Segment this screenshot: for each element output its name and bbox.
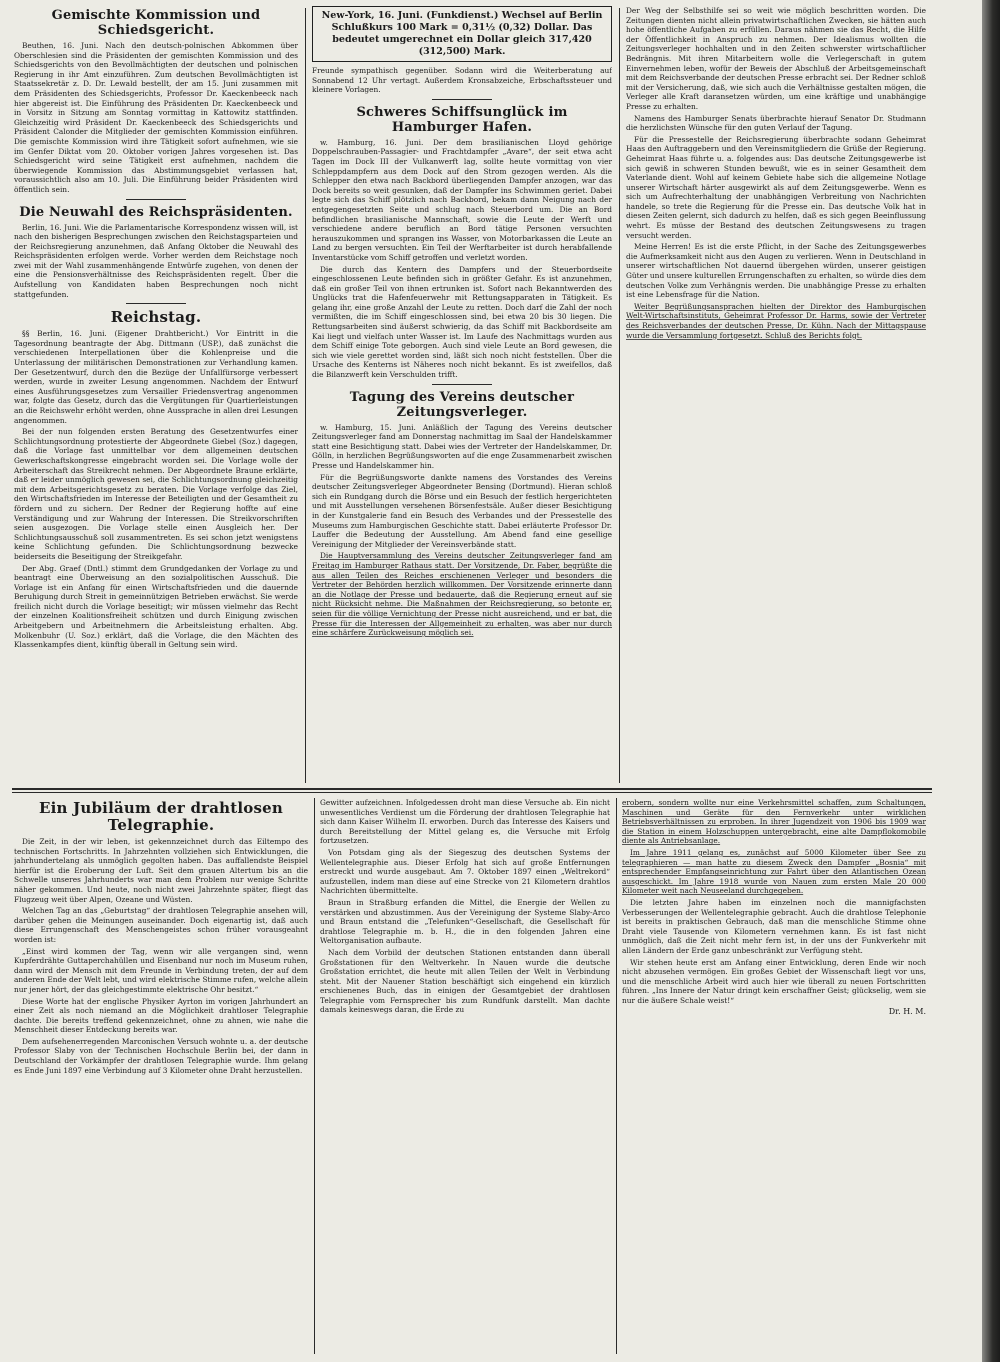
article-verleger-cont-3: Für die Pressestelle der Reichsregierung überbrachte sodann Geheimrat Haas den Auftraggebern und den Vereinsmitgliedern die Grüße der Regierung. Geheimrat Haas führte u. a. folgendes aus: Das deutsche Zeitungsgewerbe ist sich gewiß in schweren Stunden bewußt, wie es in seiner Gesamtheit dem Vaterlande dient. Wohl auf keinem Gebiete habe sich die allgemeine Notlage unserer Wirtschaft härter ausgewirkt als auf dem Zeitungsgewerbe. Wenn es sich um Aufrechterhaltung der unabhängigen Verbreitung von Nachrichten handele, so trete die Regierung für die Presse ein. Das deutsche Volk hat in diesen Zeiten gelernt, sich dadurch zu helfen, daß es sich gegen Beeinflussung wehrt. Es müsse der Bestand des deutschen Zeitungswesens zu tragen versucht werden. [626,134,926,240]
headline-schiffsunglueck: Schweres Schiffsunglück im Hamburger Hafen. [356,104,568,135]
headline-kommission: Gemischte Kommission und Schiedsgericht. [51,8,261,38]
feature-paragraph: „Einst wird kommen der Tag, wenn wir alle vergangen sind, wenn Kupferdrähte Guttaperchahüllen und Eisenband nur noch im Museum ruhen, dann wird der Mensch mit dem Freunde in Verbindung treten, der auf dem anderen Ende der Welt lebt, und wird elektrische Stimme rufen, welche allein nur jener hört, der das gleichgestimmte elektrische Ohr besitzt.“ [14,946,308,994]
exchange-rate-text: New-York, 16. Juni. (Funkdienst.) Wechsel auf Berlin Schlußkurs 100 Mark = 0,31½ (0,32) Dollar. Das bedeutet umgerechnet ein Dollar gleich 317,420 (312,500) Mark. [321,10,603,57]
article-reichspraesident: Berlin, 16. Juni. Wie die Parlamentarische Korrespondenz wissen will, ist nach den bisherigen Besprechungen zwischen den Reichstagsparteien und der Reichsregierung anzunehmen, daß Anfang Oktober die Neuwahl des Reichspräsidenten erfolgen werde. Vorher werden dem Reichstage noch zwei mit der Wahl zusammenhängende Entwürfe zugehen, von denen der eine die Pensionsverhältnisse des Reichspräsidenten regelt. Über die Aufstellung von Kandidaten haben Besprechungen noch nicht stattgefunden. [14,222,298,299]
column-rule [314,798,315,1354]
article-kommission: Beuthen, 16. Juni. Nach den deutsch-polnischen Abkommen über Oberschlesien sind die Präsidenten der gemischten Kommission und des Schiedsgerichts von den Bevollmächtigten der deutschen und polnischen Regierung in ihr Amt einzuführen. Zum deutschen Bevollmächtigten ist Staatssekretär z. D. Dr. Lewald bestellt, der am 15. Juni zusammen mit dem Präsidenten des Schiedsgerichts, Professor Dr. Kaeckenbeeck nach hier abgereist ist. Die Einführung des Präsidenten Dr. Kaeckenbeeck und in Vorsitz in Sitzung am Sonntag vormittag in Kattowitz stattfinden. Gleichzeitig wird Präsident Dr. Kaeckenbeeck des Schiedsgerichts und Präsident Calonder die Mitglieder der gemischten Kommission einführen. Die gemischte Kommission wird ihre Tätigkeit sofort aufnehmen, wie sie im Genfer Diktat vom 20. Oktober vorigen Jahres vorgesehen ist. Das Schiedsgericht wird seine Tätigkeit erst aufnehmen, nachdem die überwiegende Kommission das Abstimmungsgebiet verlassen hat, voraussichtlich also am 10. Juli. Die Einführung beider Präsidenten wird öffentlich sein. [14,41,298,194]
feature-paragraph: Von Potsdam ging als der Siegeszug des deutschen Systems der Wellentelegraphie aus. Dieser Erfolg hat sich auf große Entfernungen erstreckt und wurde ausgebaut. Am 7. Oktober 1897 einen „Weltrekord“ aufzustellen, indem man diese auf eine Strecke von 21 Kilometern drahtlos Nachrichten übermittelte. [320,847,610,896]
article-schiffsunglueck-1: w. Hamburg, 16. Juni. Der dem brasilianischen Lloyd gehörige Doppelschrauben-Passagier- und Frachtdampfer „Avare“, der seit etwa acht Tagen im Dock III der Vulkanwerft lag, sollte heute vormittag von vier Schleppdampfern aus dem Dock auf den Strom gezogen werden. Als die Schlepper den etwa nach Backbord überliegenden Dampfer anzogen, war das Dock bereits so weit gesunken, daß der Dampfer ins Schwimmen geriet. Dabei legte sich das Schiff plötzlich nach Backbord, bekam dann Neigung nach der entgegengesetzten Seite und schlug nach Steuerbord um. Die an Bord befindlichen brasilianische Mannschaft, sowie die Leute der Werft und verschiedene andere beruflich an Bord tätige Personen versuchten herauszukommen und sprangen ins Wasser, von Motorbarkassen die Leute an Land zu bergen versuchten. Ein Teil der Werftarbeiter ist durch herabfallende Inventarstücke vom Schiff getroffen und verletzt worden. [312,137,612,262]
feature-paragraph: Dem aufsehenerregenden Marconischen Versuch wohnte u. a. der deutsche Professor Slaby von der Technischen Hochschule Berlin bei, der dann in Deutschland der Vorkämpfer der drahtlosen Telegraphie wurde. Ihm gelang es Ende Juni 1897 eine Verbindung auf 3 Kilometer ohne Draht herzustellen. [14,1036,308,1075]
article-reichstag-3: Der Abg. Graef (Dntl.) stimmt dem Grundgedanken der Vorlage zu und beantragt eine Überweisung an den sozialpolitischen Ausschuß. Die Vorlage ist ein Anfang für einen Wirtschaftsfrieden und die dauernde Beruhigung durch Streit in gemeinnützigen Betrieben erwächst. Sie werde freilich nicht durch die Vorlage beseitigt; wir müssen vielmehr das Recht der einzelnen Koalitionsfreiheit schützen und durch Einigung zwischen Arbeitgebern und Arbeitnehmern die Arbeitsleistung erhalten. Abg. Molkenbuhr (U. Soz.) erklärt, daß die Vorlage, die den Mächten des Klassenkampfes dient, künftig überall in Geltung sein wird. [14,563,298,650]
column-rule [305,8,306,783]
top-right-column [626,6,926,783]
article-reichstag-1: §§ Berlin, 16. Juni. (Eigener Drahtbericht.) Vor Eintritt in die Tagesordnung beantragte der Abg. Dittmann (USP.), daß zunächst die verschiedenen Interpellationen über die Kohlenpreise und die Unterlassung der militärischen Demonstrationen zur Verhandlung kamen. Der Gesetzentwurf, durch den die Bezüge der Unfallfürsorge verbessert werden, wurde in zweiter Lesung angenommen. Nachdem der Entwurf eines Ausführungsgesetzes zum Versailler Friedensvertrag angenommen war, folgte das Gesetz, durch das die Vergütungen für Quartierleistungen an die Reichswehr erhöht werden, ohne Aussprache in allen drei Lesungen angenommen. [14,329,298,425]
divider [432,99,492,100]
feature-paragraph: Die letzten Jahre haben im einzelnen noch die mannigfachsten Verbesserungen der Wellentelegraphie gebracht. Auch die drahtlose Telephonie ist bereits in praktischen Gebrauch, daß man die menschliche Stimme ohne Draht viele Tausende von Kilometern vernehmen kann. Es ist fast nicht unmöglich, daß die Zeit nicht mehr fern ist, in der uns der Funkverkehr mit allen Ländern der Erde ganz unbeschränkt zur Verfügung steht. [622,897,926,955]
feature-column-3 [622,798,926,1356]
feature-paragraph: Braun in Straßburg erfanden die Mittel, die Energie der Wellen zu verstärken und abzustimmen. Aus der Vereinigung der Systeme Slaby-Arco und Braun entstand die „Telefunken“-Gesellschaft, die Gesellschaft für drahtlose Telegraphie m. b. H., die in den folgenden Jahren eine Weltorganisation aufbaute. [320,897,610,946]
column-rule [616,798,617,1354]
feature-paragraph: Nach dem Vorbild der deutschen Stationen entstanden dann überall Großstationen für den Weltverkehr. In Nauen wurde die deutsche Großstation errichtet, die heute mit allen Teilen der Welt in Verbindung steht. Mit der Nauener Station beschäftigt sich eingehend ein kürzlich erschienenes Buch, das in einigen der Gesamtgebiet der drahtlosen Telegraphie vom Fernsprecher bis zum Rundfunk darstellt. Man dachte damals keineswegs daran, die Erde zu [320,947,610,1015]
page-binding-edge [982,0,1000,1362]
section-rule [12,788,932,790]
feature-paragraph: erobern, sondern wollte nur eine Verkehrsmittel schaffen, zum Schaltungen, Maschinen und Geräte für den Fernverkehr unter wirklichen Betriebsverhältnissen zu erproben. In ihrer Jugendzeit von 1906 bis 1909 war die Station in einem Holzschuppen untergebracht, eine alte Dampflokomobile diente als Antriebsanlage. [622,798,926,846]
feature-paragraph: Wir stehen heute erst am Anfang einer Entwicklung, deren Ende wir noch nicht abzusehen vermögen. Ein großes Gebiet der Wissenschaft liegt vor uns, und die menschliche Arbeit wird auch hier wie überall zu neuen Fortschritten führen. „Ins Innere der Natur dringt kein erschaffner Geist; glückselig, wem sie nur die äußere Schale weist!“ [622,957,926,1005]
top-middle-column [312,6,612,783]
divider [432,384,492,385]
feature-paragraph: Welchen Tag an das „Geburtstag“ der drahtlosen Telegraphie ansehen will, darüber gehen die Meinungen auseinander. Doch eigenartig ist, daß auch diese Errungenschaft des Menschengeistes schon früher vorausgeahnt worden ist: [14,906,308,944]
headline-zeitungsverleger: Tagung des Vereins deutscher Zeitungsverleger. [349,389,575,420]
article-continuation: Freunde sympathisch gegenüber. Sodann wird die Weiterberatung auf Sonnabend 12 Uhr vertagt. Außerdem Kronsabzeiche, Erbschaftssteuer und kleinere Vorlagen. [312,66,612,95]
feature-paragraph: Die Zeit, in der wir leben, ist gekennzeichnet durch das Eiltempo des technischen Fortschritts. In Jahrzehnten vollziehen sich Entwicklungen, die jahrhundertelang als unmöglich gegolten haben. Das auffallendste Beispiel hierfür ist die Eroberung der Luft. Seit dem grauen Altertum bis an die Schwelle unseres Jahrhunderts war man dem Problem nur wenige Schritte näher gekommen. Und heute, noch nicht zwei Jahrzehnte später, fliegt das Flugzeug weit über Alpen, Ozeane und Wüsten. [14,837,308,904]
article-zeitungsverleger-1: w. Hamburg, 15. Juni. Anläßlich der Tagung des Vereins deutscher Zeitungsverleger fand am Donnerstag nachmittag im Saal der Handelskammer statt eine Besichtigung statt. Dabei wies der Vertreter der Handelskammer, Dr. Gölln, in herzlichen Begrüßungsworten auf die enge Zusammenarbeit zwischen Presse und Handelskammer hin. [312,422,612,470]
headline-reichstag: Reichstag. [110,308,202,327]
top-left-column [14,6,298,783]
feature-headline: Ein Jubiläum der drahtlosen Telegraphie. [39,799,283,834]
article-zeitungsverleger-2: Für die Begrüßungsworte dankte namens des Vorstandes des Vereins deutscher Zeitungsverleger Abgeordneter Bensing (Dortmund). Hieran schloß sich ein Rundgang durch die Börse und ein Besuch der festlich hergerichteten und mit Ausstellungen versehenen Börsenfestsäle. Außer dieser Besichtigung in der Kunstgalerie fand ein Besuch des Verbandes und der Pressestelle des Museums zum Hamburgischen Geschichte statt. Dabei erläuterte Professor Dr. Lauffer die Bedeutung der Ausstellung. Am Abend fand eine gesellige Vereinigung der Mitglieder der Vereinsverbände statt. [312,472,612,549]
article-verleger-cont-2: Namens des Hamburger Senats überbrachte hierauf Senator Dr. Studmann die herzlichsten Wünsche für den guten Verlauf der Tagung. [626,113,926,133]
author-signature: Dr. H. M. [888,1007,926,1017]
article-verleger-cont-4: Meine Herren! Es ist die erste Pflicht, in der Sache des Zeitungsgewerbes die Aufmerksamkeit nicht aus den Augen zu verlieren. Wenn in Deutschland in unserer wirtschaftlichen Not dauernd übergehen würden, unserer geistigen Güter und unsere kulturellen Errungenschaften zu erhalten, so würde dies dem deutschen Volke zum Verhängnis werden. Die unabhängige Presse zu erhalten ist eine Lebensfrage für die Nation. [626,242,926,300]
section-rule [12,792,932,793]
divider [126,303,186,304]
column-rule [619,8,620,783]
article-reichstag-2: Bei der nun folgenden ersten Beratung des Gesetzentwurfes einer Schlichtungsordnung protestierte der Abgeordnete Giebel (Soz.) dagegen, daß die Vorlage fast unmittelbar vor dem allgemeinen deutschen Gewerkschaftskongresse eingebracht worden sei. Die Vorlage wolle der Arbeiterschaft das Streikrecht nehmen. Der Abgeordnete Braune erklärte, daß er leider unmöglich gewesen sei, die Schlichtungsordnung gleichzeitig mit dem Arbeitsgerichtsgesetz zu beraten. Die Vorlage verfolge das Ziel, den Wirtschaftsfrieden im Interesse der Beteiligten und der Gesamtheit zu fördern und zu sichern. Der Redner der Regierung hoffte auf eine Verständigung und zur Wahrung der Interessen. Die Streikvorschriften seien ausgezogen. Die Vorlage stelle einen Ausgleich her. Der Schlichtungsausschuß soll zusammentreten. Es sei schon jetzt wenigstens keine Schlichtung gefunden. Die Schlichtungsordnung bezwecke beiderseits die Beseitigung der Streikgefahr. [14,427,298,561]
article-zeitungsverleger-3: Die Hauptversammlung des Vereins deutscher Zeitungsverleger fand am Freitag im Hamburger Rathaus statt. Der Vorsitzende, Dr. Faber, begrüßte die aus allen Teilen des Reiches erschienenen Verleger und besonders die Vertreter der Behörden herzlich willkommen. Der Vorsitzende erinnerte dann an die Notlage der Presse und bedauerte, daß die Regierung erneut auf sie nicht Rücksicht nehme. Die Maßnahmen der Reichsregierung, so betonte er, seien für die völlige Vernichtung der Presse nicht ausreichend, und er bat, die Presse für die Interessen der Allgemeinheit zu erhalten, was aber nur durch eine schärfere Zurückweisung möglich sei. [312,551,612,638]
exchange-rate-box [312,6,612,62]
feature-column-2 [320,798,610,1356]
article-verleger-cont-5: Weiter Begrüßungsansprachen hielten der Direktor des Hamburgischen Welt-Wirtschaftsinstituts, Geheimrat Professor Dr. Harms, sowie der Vertreter des Reichsverbandes der deutschen Presse, Dr. Kühn. Nach der Mittagspause wurde die Versammlung fortgesetzt. Schluß des Berichts folgt. [626,301,926,340]
article-verleger-cont-1: Der Weg der Selbsthilfe sei so weit wie möglich beschritten worden. Die Zeitungen dienten nicht allein privatwirtschaftlichen Zwecken, sie hätten auch hohe öffentliche Aufgaben zu erfüllen. Daraus nähmen sie das Recht, die Hilfe der Öffentlichkeit in Anspruch zu nehmen. Der Idealismus wollten die Zeitungsverleger hochhalten und in den Zeiten schwerster wirtschaftlicher Bedrängnis. Mit ihren Mitarbeitern wolle die Verlegerschaft in gutem Einvernehmen leben, wofür der Beweis der Abschluß der Arbeitsgemeinschaft mit dem Reichsverbande der deutschen Presse erbracht sei. Der Redner schloß mit der Versicherung, daß, wie sich auch die Verhältnisse gestalten mögen, die Verleger alle Kraft daransetzen würden, um eine kräftige und unabhängige Presse zu erhalten. [626,6,926,111]
article-schiffsunglueck-2: Die durch das Kentern des Dampfers und der Steuerbordseite eingeschlossenen Leute befinden sich in größter Gefahr. Es ist anzunehmen, daß ein großer Teil von ihnen ertrunken ist. Sofort nach Bekanntwerden des Unglücks trat die Hafenfeuerwehr mit Rettungsapparaten in Tätigkeit. Es gelang ihr, eine große Anzahl der Leute zu retten. Doch darf die Zahl der noch vermißten, die im Schiff eingeschlossen sind, bei etwa 20 bis 30 liegen. Die Rettungsarbeiten sind äußerst schwierig, da das Schiff mit Backbordseite am Kai liegt und vielfach unter Wasser ist. Im Laufe des Nachmittags wurden aus dem Schiff einige Tote geborgen. Auch sind viele Leute an Bord gewesen, die sich wie viele gerettet worden sind, läßt sich noch nicht feststellen. Über die Ursache des Kenterns ist Näheres noch nicht bekannt. Es ist zweifellos, daß die Bilanzwerft kein Verschulden trifft. [312,264,612,380]
feature-paragraph: Gewitter aufzeichnen. Infolgedessen droht man diese Versuche ab. Ein nicht unwesentliches Verdienst um die Förderung der drahtlosen Telegraphie hat sich dann Kaiser Wilhelm II. erworben. Durch das Interesse des Kaisers und durch Bereitstellung der Mittel gelang es, die Versuche mit Erfolg fortzusetzen. [320,798,610,846]
feature-paragraph: Diese Worte hat der englische Physiker Ayrton im vorigen Jahrhundert an einer Zeit als noch niemand an die Möglichkeit drahtloser Telegraphie dachte. Die bereits treffend gekennzeichnet, ohne zu ahnen, wie nahe die Menschheit dieser Entdeckung bereits war. [14,996,308,1035]
divider [126,199,186,200]
feature-paragraph: Im Jahre 1911 gelang es, zunächst auf 5000 Kilometer über See zu telegraphieren — man hatte zu diesem Zweck den Dampfer „Bosnia“ mit entsprechender Empfangseinrichtung zur Fahrt über den Atlantischen Ozean ausgeschickt. Im Jahre 1918 wurde von Nauen zum ersten Male 20 000 Kilometer weit nach Neuseeland durchgegeben. [622,847,926,896]
feature-column-1 [14,798,308,1356]
headline-reichspraesident: Die Neuwahl des Reichspräsidenten. [19,204,293,220]
